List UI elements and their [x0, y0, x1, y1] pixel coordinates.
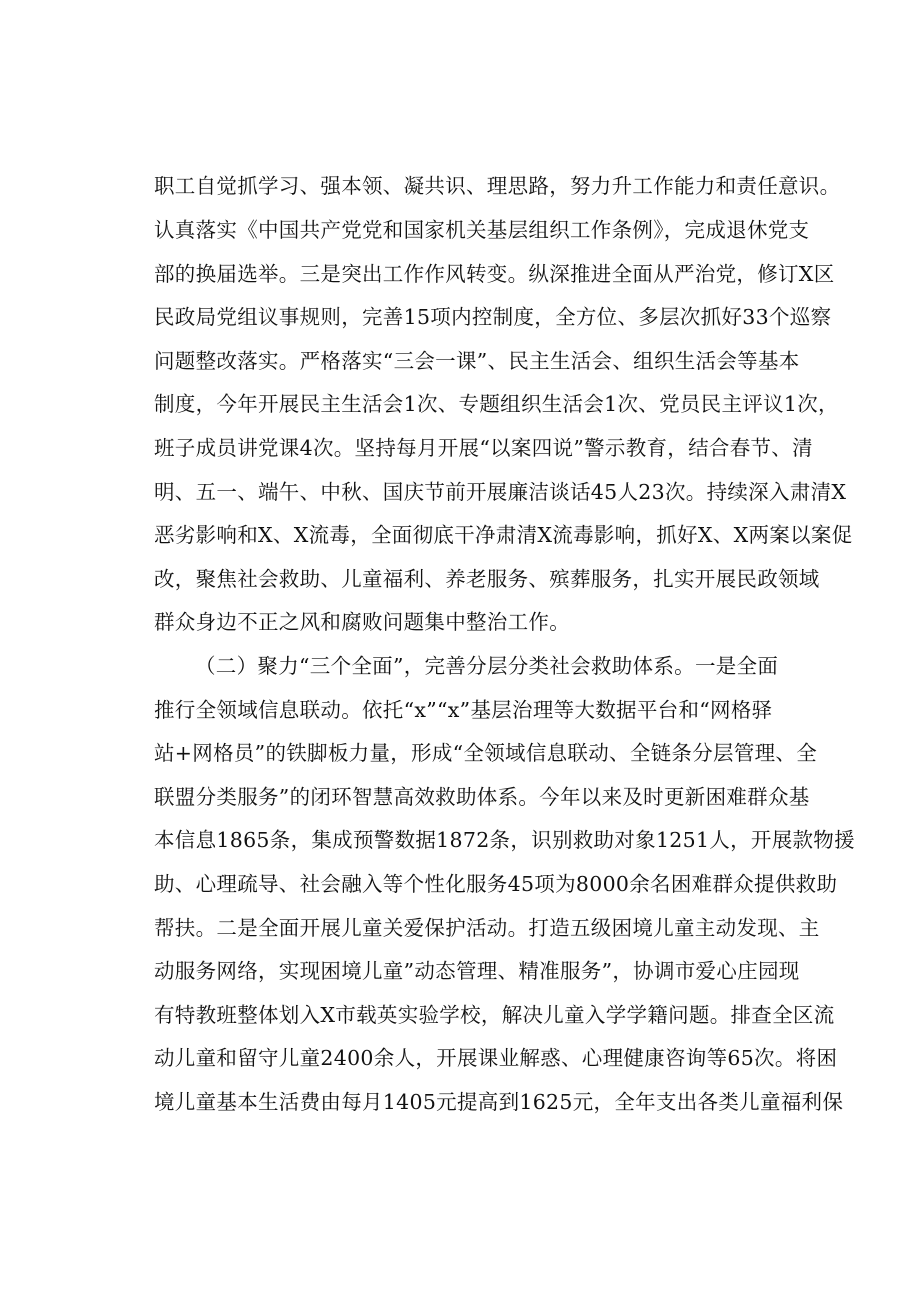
- text-line-5: 问题整改落实。严格落实“三会一课”、民主生活会、组织生活会等基本: [154, 349, 800, 373]
- text-line-18: 帮扶。二是全面开展儿童关爱保护活动。打造五级困境儿童主动发现、主: [154, 916, 820, 940]
- text-line-13: 推行全领域信息联动。依托“x”“x”基层治理等大数据平台和“网格驿: [154, 698, 773, 722]
- text-line-3: 部的换届选举。三是突出工作作风转变。纵深推进全面从严治党，修订X区: [154, 262, 835, 286]
- text-line-1: 职工自觉抓学习、强本领、凝共识、理思路，努力升工作能力和责任意识。: [154, 174, 841, 198]
- text-line-10: 改，聚焦社会救助、儿童福利、养老服务、殡葬服务，扎实开展民政领域: [154, 567, 820, 591]
- section-heading-line: （二）聚力“三个全面”，完善分层分类社会救助体系。一是全面: [195, 654, 779, 678]
- text-line-7: 班子成员讲党课4次。坚持每月开展“以案四说”警示教育，结合春节、清: [154, 436, 813, 460]
- text-line-2: 认真落实《中国共产党党和国家机关基层组织工作条例》，完成退休党支: [154, 218, 810, 242]
- text-line-15: 联盟分类服务”的闭环智慧高效救助体系。今年以来及时更新困难群众基: [154, 785, 810, 809]
- text-line-11: 群众身边不正之风和腐败问题集中整治工作。: [154, 610, 570, 634]
- text-line-16: 本信息1865条，集成预警数据1872条，识别救助对象1251人，开展款物援: [154, 828, 855, 852]
- text-line-6: 制度，今年开展民主生活会1次、专题组织生活会1次、党员民主评议1次，: [154, 392, 839, 416]
- text-line-4: 民政局党组议事规则，完善15项内控制度，全方位、多层次抓好33个巡察: [154, 305, 832, 329]
- text-line-8: 明、五一、端午、中秋、国庆节前开展廉洁谈话45人23次。持续深入肃清X: [154, 480, 847, 504]
- text-line-22: 境儿童基本生活费由每月1405元提高到1625元，全年支出各类儿童福利保: [154, 1090, 844, 1114]
- text-line-14: 站+网格员”的铁脚板力量，形成“全领域信息联动、全链条分层管理、全: [154, 741, 818, 765]
- text-line-9: 恶劣影响和X、X流毒，全面彻底干净肃清X流毒影响，抓好X、X两案以案促: [154, 523, 853, 547]
- text-line-20: 有特教班整体划入X市载英实验学校，解决儿童入学学籍问题。排查全区流: [154, 1003, 835, 1027]
- text-line-17: 助、心理疏导、社会融入等个性化服务45项为8000余名困难群众提供救助: [154, 872, 838, 896]
- text-line-19: 动服务网络，实现困境儿童”动态管理、精准服务”，协调市爱心庄园现: [154, 959, 800, 983]
- text-line-21: 动儿童和留守儿童2400余人，开展课业解惑、心理健康咨询等65次。将困: [154, 1046, 838, 1070]
